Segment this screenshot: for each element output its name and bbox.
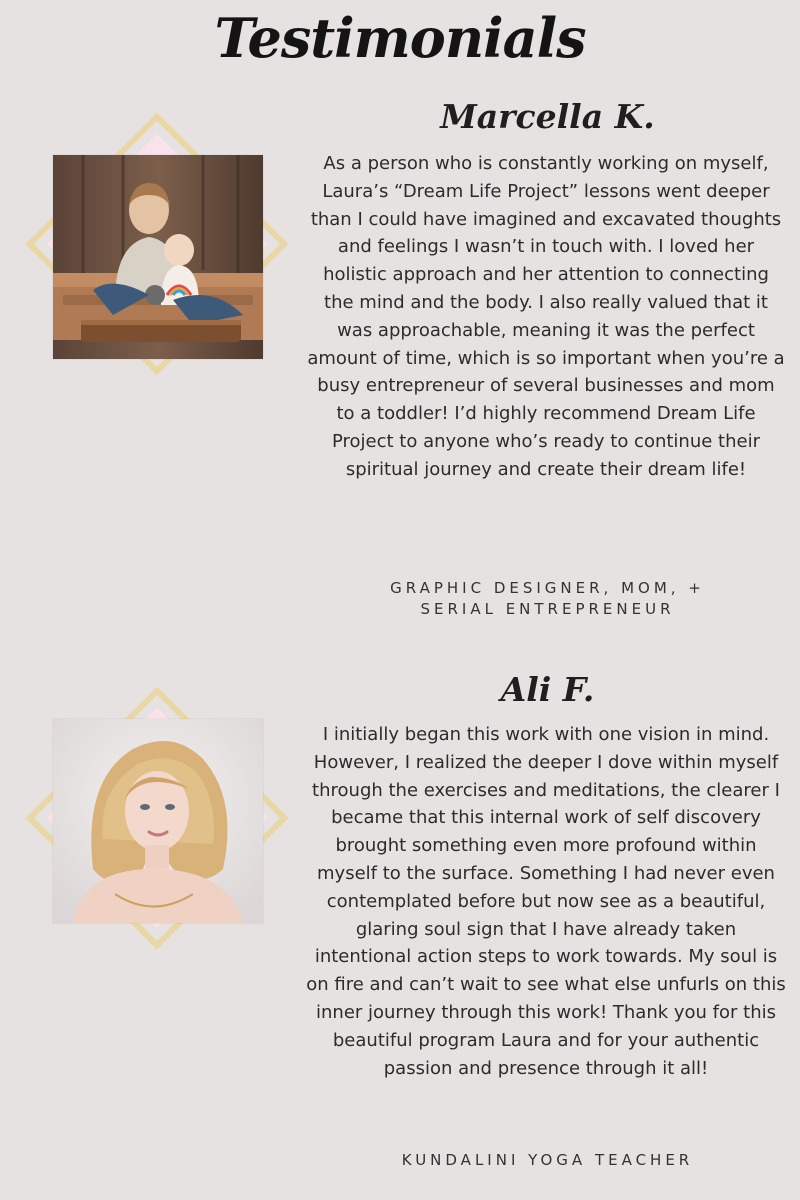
testimonial-card [0, 92, 800, 652]
testimonial-quote: I initially began this work with one vision in mind. However, I realized the deeper I dove within myself through the exercises and meditations, the clearer I became that this internal work of self discovery brought something even more profound within myself to the surface. Something I had never even contemplated before but now see as a beautiful, glaring soul sign that I have already taken intentional action steps to work towards. My soul is on fire and can’t wait to see what else unfurls on this inner journey through this work! Thank you for this beautiful program Laura and for your authentic passion and presence through it all! [306, 724, 786, 1079]
testimonial-name: Marcella K. [440, 97, 655, 136]
testimonial-card [0, 668, 800, 1188]
testimonial-quote: As a person who is constantly working on myself, Laura’s “Dream Life Project” lessons went deeper than I could have imagined and excavated thoughts and feelings I wasn’t in touch with. I loved her holistic approach and her attention to connecting the mind and the body. I also really valued that it was approachable, meaning it was the perfect amount of time, which is so important when you’re a busy entrepreneur of several businesses and mom to a toddler! I’d highly recommend Dream Life Project to anyone who’s ready to continue their spiritual journey and create their dream life! [307, 153, 785, 480]
testimonial-photo [53, 155, 263, 359]
page-title: Testimonials [214, 6, 586, 70]
testimonial-name: Ali F. [500, 670, 595, 709]
testimonial-photo [53, 719, 263, 923]
testimonial-role: KUNDALINI YOGA TEACHER [401, 1151, 694, 1169]
testimonial-role: GRAPHIC DESIGNER, MOM, + SERIAL ENTREPRENEUR [390, 579, 705, 618]
